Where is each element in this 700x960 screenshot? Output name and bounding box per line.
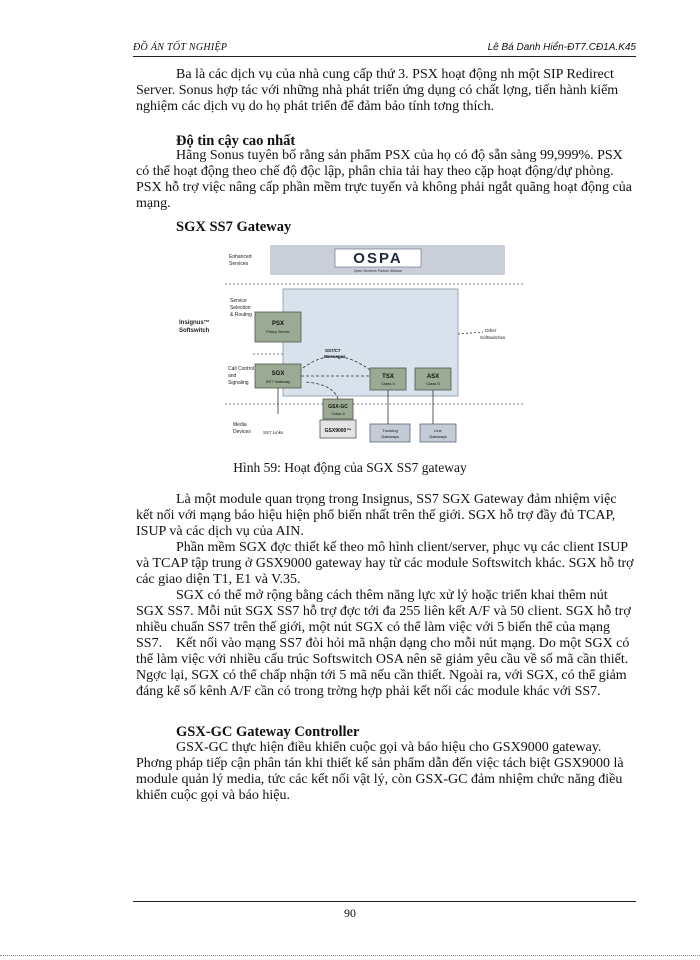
label-services: Services	[229, 261, 249, 267]
trunking-label-1: Trunking	[382, 428, 398, 433]
header-left: ĐỒ ÁN TỐT NGHIỆP	[133, 42, 228, 53]
sgx-subtitle: SS7 Gateway	[265, 379, 291, 384]
line-label-2: Gateways	[429, 434, 447, 439]
heading-sgx: SGX SS7 Gateway	[176, 219, 292, 235]
label-media: Media	[233, 422, 247, 428]
gsx9000-label: GSX9000™	[324, 428, 352, 434]
label-routing: & Routing	[230, 312, 252, 318]
paragraph-2	[136, 148, 636, 212]
paragraph-6-text: Kết nối vào mạng SS7 đòi hỏi mã nhận dạng cho mỗi nút mạng. Do một SGX có thể làm việc với nhiều cấu trúc Softswitch OSA nên sẽ giảm yêu cầu về số mã cần thiết. Ngợc lại, SGX có thể chấp nhận tới 5 mã nếu cần thiết. Ngoài ra, với SGX, có thể giảm đáng kể số kênh A/F cần có trong trờng hợp phải kết nối các module khác với SS7.	[136, 636, 630, 699]
paragraph-3	[136, 492, 636, 540]
label-devices: Devices	[233, 429, 251, 435]
paragraph-1-text: Ba là các dịch vụ của nhà cung cấp thứ 3. PSX hoạt động nh một SIP Redirect Server. Sonus hợp tác với những nhà phát triển ứng dụng có chất lợng, tiến hành kiểm nghiệm các dịch vụ do họ phát triển để đảm bảo tính tơng thích.	[136, 67, 619, 114]
gsxgc-title: GSX-GC	[328, 404, 348, 410]
line-gateways-box	[420, 424, 456, 442]
page-number: 90	[344, 906, 356, 920]
label-softswitch: Softswitch	[179, 328, 210, 334]
paragraph-7	[136, 740, 636, 804]
page-header	[133, 40, 636, 57]
paragraph-2-text: Hãng Sonus tuyên bố rằng sản phẩm PSX của họ có độ sẵn sàng 99,999%. PSX có thể hoạt động theo chế độ độc lập, phân chia tải hay theo cặp hoạt động/dự phòng. PSX hỗ trợ việc nâng cấp phần mềm trực tuyến và không phải ngắt quãng hoạt động của mạng.	[136, 148, 632, 211]
label-softswitches: Softswitches	[480, 335, 506, 340]
paragraph-6	[136, 636, 636, 700]
label-ss7-links: SS7 Links	[263, 430, 284, 435]
label-service: Service	[230, 298, 247, 304]
paragraph-3-text: Là một module quan trọng trong Insignus, SS7 SGX Gateway đảm nhiệm việc kết nối với mạng báo hiệu hiện phổ biến nhất trên thế giới. SGX hỗ trợ đầy đủ TCAP, ISUP và các dịch vụ của AIN.	[136, 492, 617, 539]
paragraph-1	[136, 67, 636, 115]
sgx-title: SGX	[271, 371, 285, 377]
label-insignus: Insignus™	[179, 320, 210, 326]
footer-rule	[133, 901, 636, 902]
paragraph-5-text: SGX có thể mở rộng bằng cách thêm năng lực xử lý hoặc triển khai thêm nút SGX SS7. Mỗi nút SGX SS7 hỗ trợ đợc tới đa 255 liên kết A/F và 50 client. SGX hỗ trợ nhiều chuẩn SS7 trên thế giới, một nút SGX có thể làm việc với 5 biến thể của mạng SS7.	[136, 588, 631, 651]
gsxgc-subtitle: Class 4	[331, 411, 345, 416]
trunking-gateways-box	[370, 424, 410, 442]
paragraph-4	[136, 540, 636, 588]
asx-title: ASX	[426, 374, 440, 380]
heading-gsx-gc: GSX-GC Gateway Controller	[176, 724, 360, 740]
osa-subtitle: Open Services Partner Alliance	[353, 269, 403, 273]
label-other: Other	[485, 328, 497, 333]
heading-reliability: Độ tin cậy cao nhất	[176, 133, 296, 149]
line-label-1: Line	[434, 428, 442, 433]
tsx-title: TSX	[382, 374, 394, 380]
label-selection: Selection	[230, 305, 251, 311]
header-right: Lê Bá Danh Hiển-ĐT7.CĐ1A.K45	[487, 42, 636, 53]
osa-logo: OSPA	[353, 250, 403, 267]
label-signaling: Signaling	[228, 380, 249, 386]
label-messages: Messages	[324, 354, 346, 359]
psx-title: PSX	[271, 321, 285, 327]
tsx-subtitle: Class 4	[381, 381, 395, 386]
psx-subtitle: Policy Server	[266, 329, 290, 334]
psx-box	[255, 312, 301, 342]
label-and: and	[228, 373, 237, 379]
figure-caption: Hình 59: Hoạt động của SGX SS7 gateway	[233, 460, 467, 475]
trunking-label-2: Gateways	[381, 434, 399, 439]
paragraph-4-text: Phần mềm SGX đợc thiết kế theo mô hình client/server, phục vụ các client ISUP và TCAP tập trung ở GSX9000 gateway hay từ các module Softswitch khác. SGX hỗ trợ các giao diện T1, E1 và V.35.	[136, 540, 634, 587]
sgx-diagram	[179, 244, 525, 449]
paragraph-7-text: GSX-GC thực hiện điều khiển cuộc gọi và báo hiệu cho GSX9000 gateway. Phơng pháp tiếp cận phân tán khi thiết kế sản phẩm dẫn đến việc tách biệt GSX9000 là module quản lý media, tức các kết nối vật lý, còn GSX-GC đảm nhiệm chức năng điều khiển cuộc gọi và báo hiệu.	[136, 740, 624, 803]
asx-subtitle: Class 5	[426, 381, 440, 386]
label-enhanced: Enhanced	[229, 254, 252, 260]
page-edge-dotted-line	[0, 955, 700, 956]
label-ss7c7: SS7/C7	[325, 348, 341, 353]
label-call-control: Call Control	[228, 366, 255, 372]
